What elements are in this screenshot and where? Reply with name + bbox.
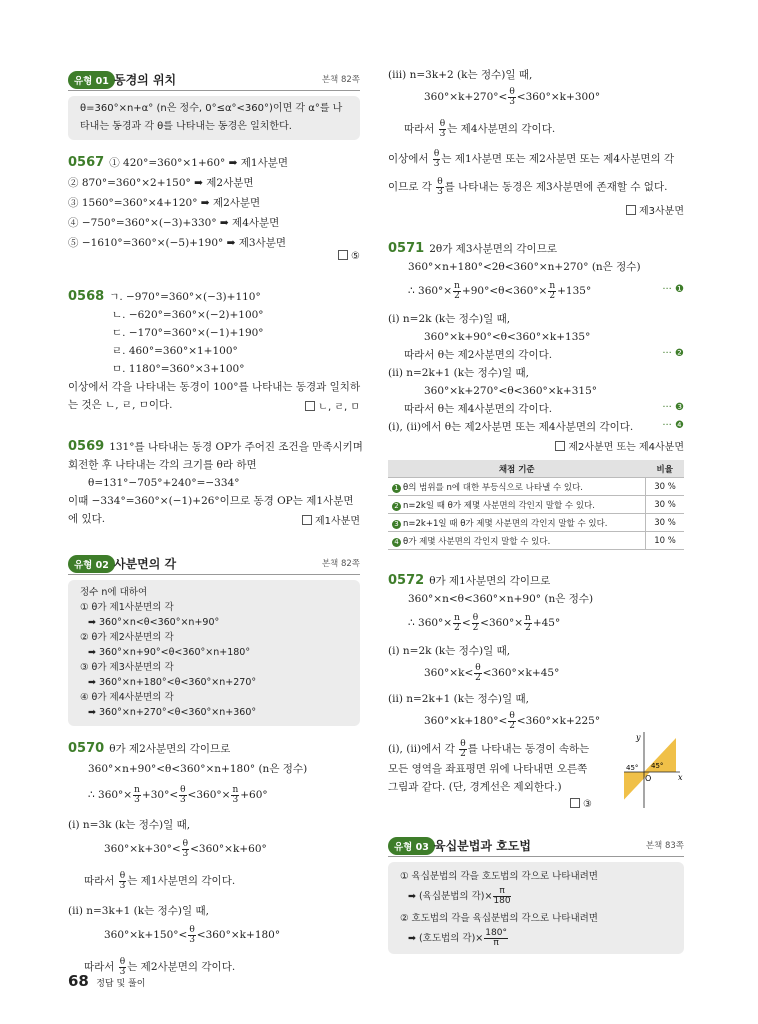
concept-line: ④ θ가 제4사분면의 각 <box>80 692 174 703</box>
answer-icon <box>302 515 312 525</box>
solution-line: (ⅰ), (ⅱ)에서 각 $\frac{\theta}{2}$ 를 나타내는 동경이 속하는 <box>388 738 590 759</box>
solution-line: ∴ 360°× $\frac{n}{3}$ +30°< $\frac{\theta}{3}$ <360°× $\frac{n}{3}$ +60° <box>88 784 268 805</box>
concept-line: ➡ 360°×n+180°<θ<360°×n+270° <box>88 677 257 688</box>
answer-icon <box>555 441 565 451</box>
solution-line: 131°를 나타내는 동경 OP가 주어진 조건을 만족시키며 <box>109 441 363 453</box>
table-header: 비율 <box>646 460 685 478</box>
solution-line: (ⅱ) n=3k+1 (k는 정수)일 때, <box>68 905 209 917</box>
table-row: 3 n=2k+1일 때 θ가 제몇 사분면의 각인지 말할 수 있다. 30 % <box>388 514 684 532</box>
answer-text: ⑤ <box>351 251 360 262</box>
solution-line: 360°×k+150°< $\frac{\theta}{3}$ <360°×k+180° <box>104 924 281 945</box>
concept-line: ➡ (육십분법의 각)× $\frac{\pi}{180}$ <box>408 886 511 906</box>
solution-line: 360°×k+270°< $\frac{\theta}{3}$ <360°×k+300° <box>424 86 601 107</box>
score-mark: ··· ❸ <box>662 402 684 413</box>
solution-line: 따라서 $\frac{\theta}{3}$ 는 제2사분면의 각이다. <box>84 956 236 977</box>
score-mark: ··· ❶ <box>662 284 684 295</box>
table-row: 2 n=2k일 때 θ가 제몇 사분면의 각인지 말할 수 있다. 30 % <box>388 496 684 514</box>
solution-line: 360°×n+180°<2θ<360°×n+270° (n은 정수) <box>408 261 641 273</box>
solution-line: 360°×k+30°< $\frac{\theta}{3}$ <360°×k+60° <box>104 838 267 859</box>
type-header-01 <box>68 70 360 91</box>
problem-0568 <box>68 290 261 304</box>
solution-line: ㄴ. −620°=360°×(−2)+100° <box>112 309 264 321</box>
solution-line: θ=131°−705°+240°=−334° <box>88 477 240 489</box>
answer-icon <box>338 250 348 260</box>
type-ref: 본책 83쪽 <box>645 841 684 851</box>
problem-number: 0571 <box>388 241 425 256</box>
solution-line: ∴ 360°× $\frac{n}{2}$ +90°<θ<360°× $\frac{n}{2}$ +135° <box>408 280 592 301</box>
y-label: y <box>636 733 641 742</box>
answer-text: 제1사분면 <box>314 516 360 527</box>
answer-0569 <box>302 512 360 527</box>
concept-line: 타내는 동경과 각 θ를 나타내는 동경은 일치한다. <box>80 121 292 132</box>
concept-line: ③ θ가 제3사분면의 각 <box>80 662 174 673</box>
solution-line: 모든 영역을 좌표평면 위에 나타내면 오른쪽 <box>388 763 588 775</box>
problem-number: 0572 <box>388 573 425 588</box>
solution-line: 따라서 $\frac{\theta}{3}$ 는 제4사분면의 각이다. <box>404 118 556 139</box>
solution-line: ㄷ. −170°=360°×(−1)+190° <box>112 327 264 339</box>
solution-line: 360°×k< $\frac{\theta}{2}$ <360°×k+45° <box>424 662 560 683</box>
type-title: 동경의 위치 <box>114 73 177 87</box>
solution-line: 따라서 θ는 제4사분면의 각이다. <box>404 403 553 415</box>
solution-line: (ⅱ) n=2k+1 (k는 정수)일 때, <box>388 693 529 705</box>
answer-icon <box>626 205 636 215</box>
table-header-row <box>388 460 684 478</box>
page-number: 68 <box>68 972 89 990</box>
solution-line: 360°×n+90°<θ<360°×n+180° (n은 정수) <box>88 763 308 775</box>
solution-line: 따라서 θ는 제2사분면의 각이다. <box>404 349 553 361</box>
angle-label: 45° <box>626 764 639 772</box>
solution-line: θ가 제2사분면의 각이므로 <box>109 743 231 755</box>
solution-line: ⑤ −1610°=360°×(−5)+190° ➡ 제3사분면 <box>68 237 286 249</box>
concept-line: ➡ 360°×n+270°<θ<360°×n+360° <box>88 707 257 718</box>
footer-label: 정답 및 풀이 <box>96 979 146 989</box>
score-mark: ··· ❹ <box>662 420 684 431</box>
solution-line: ㄱ. −970°=360°×(−3)+110° <box>109 291 261 303</box>
solution-line: ㅁ. 1180°=360°×3+100° <box>112 363 245 375</box>
concept-line: ① θ가 제1사분면의 각 <box>80 602 174 613</box>
concept-line: ➡ 360°×n<θ<360°×n+90° <box>88 617 220 628</box>
concept-line: 정수 n에 대하여 <box>80 587 148 598</box>
type-header-03 <box>388 836 684 857</box>
concept-box-03 <box>388 862 684 954</box>
concept-line: ② θ가 제2사분면의 각 <box>80 632 174 643</box>
type-pill: 유형 01 <box>68 71 115 89</box>
solution-line: 는 것은 ㄴ, ㄹ, ㅁ이다. <box>68 399 173 411</box>
answer-0572 <box>570 798 592 810</box>
solution-line: 그림과 같다. (단, 경계선은 제외한다.) <box>388 781 562 793</box>
concept-box-02 <box>68 580 360 726</box>
solution-line: (ⅱ) n=2k+1 (k는 정수)일 때, <box>388 367 529 379</box>
solution-line: (ⅰ) n=2k (k는 정수)일 때, <box>388 645 511 657</box>
solution-line: 에 있다. <box>68 513 106 525</box>
type-title: 사분면의 각 <box>114 557 177 571</box>
type-ref: 본책 82쪽 <box>321 75 360 85</box>
solution-line: 360°×k+270°<θ<360°×k+315° <box>424 385 597 397</box>
concept-line: θ=360°×n+α° (n은 정수, 0°≤α°<360°)이면 각 α°를 나 <box>80 103 343 114</box>
type-header-02 <box>68 554 360 575</box>
page-footer <box>68 972 145 990</box>
solution-line: (ⅲ) n=3k+2 (k는 정수)일 때, <box>388 69 533 81</box>
answer-icon <box>570 798 580 808</box>
problem-number: 0567 <box>68 155 105 170</box>
table-row: 4 θ가 제몇 사분면의 각인지 말할 수 있다. 10 % <box>388 532 684 550</box>
answer-icon <box>305 401 315 411</box>
problem-0569 <box>68 440 363 454</box>
type-pill: 유형 03 <box>388 837 435 855</box>
scoring-table <box>388 460 684 550</box>
answer-0571 <box>555 438 684 453</box>
solution-line: 360°×k+180°< $\frac{\theta}{2}$ <360°×k+225° <box>424 710 601 731</box>
answer-text: 제3사분면 <box>638 206 684 217</box>
solution-line: ① 420°=360°×1+60° ➡ 제1사분면 <box>109 157 289 169</box>
solution-line: (ⅰ) n=2k (k는 정수)일 때, <box>388 313 511 325</box>
solution-line: 이므로 각 $\frac{\theta}{3}$ 를 나타내는 동경은 제3사분면에 존재할 수 없다. <box>388 176 668 197</box>
solution-line: 따라서 $\frac{\theta}{3}$ 는 제1사분면의 각이다. <box>84 870 236 891</box>
answer-0567 <box>338 250 360 262</box>
problem-0570 <box>68 742 230 756</box>
solution-line: 이상에서 각을 나타내는 동경이 100°를 나타내는 동경과 일치하 <box>68 381 361 393</box>
concept-line: ➡ (호도법의 각)× $\frac{180^\circ}{\pi}$ <box>408 928 507 948</box>
x-label: x <box>678 773 683 782</box>
solution-line: 회전한 후 나타내는 각의 크기를 θ라 하면 <box>68 459 257 471</box>
solution-line: (ⅰ), (ⅱ)에서 θ는 제2사분면 또는 제4사분면의 각이다. <box>388 421 634 433</box>
answer-text: ③ <box>583 799 592 810</box>
problem-0572 <box>388 574 550 588</box>
table-row: 1 θ의 범위를 n에 대한 부등식으로 나타낼 수 있다. 30 % <box>388 478 684 496</box>
answer-text: 제2사분면 또는 제4사분면 <box>568 442 684 453</box>
solution-line: ③ 1560°=360°×4+120° ➡ 제2사분면 <box>68 197 261 209</box>
problem-number: 0570 <box>68 741 105 756</box>
quadrant-graph <box>624 730 684 808</box>
solution-line: ∴ 360°× $\frac{n}{2}$ < $\frac{\theta}{2}$ <360°× $\frac{n}{2}$ +45° <box>408 612 561 633</box>
problem-0571 <box>388 242 557 256</box>
solution-line: 2θ가 제3사분면의 각이므로 <box>429 243 557 255</box>
solution-line: 360°×n<θ<360°×n+90° (n은 정수) <box>408 593 594 605</box>
type-ref: 본책 82쪽 <box>321 559 360 569</box>
concept-line: ① 육십분법의 각을 호도법의 각으로 나타내려면 <box>400 871 598 882</box>
score-mark: ··· ❷ <box>662 348 684 359</box>
problem-number: 0568 <box>68 289 105 304</box>
type-title: 육십분법과 호도법 <box>434 839 531 853</box>
solution-line: 이상에서 $\frac{\theta}{3}$ 는 제1사분면 또는 제2사분면 또는 제4사분면의 각 <box>388 148 675 169</box>
problem-0567 <box>68 156 288 170</box>
answer-text: ㄴ, ㄹ, ㅁ <box>318 402 360 413</box>
solution-line: ② 870°=360°×2+150° ➡ 제2사분면 <box>68 177 254 189</box>
solution-line: θ가 제1사분면의 각이므로 <box>429 575 551 587</box>
solution-line: ㄹ. 460°=360°×1+100° <box>112 345 238 357</box>
answer-0570 <box>626 202 684 217</box>
origin-label: O <box>645 774 652 783</box>
angle-label: 45° <box>651 762 664 770</box>
concept-box-01 <box>68 96 360 140</box>
solution-line: ④ −750°=360°×(−3)+330° ➡ 제4사분면 <box>68 217 280 229</box>
answer-0568 <box>305 398 360 413</box>
solution-line: (ⅰ) n=3k (k는 정수)일 때, <box>68 819 191 831</box>
solution-line: 이때 −334°=360°×(−1)+26°이므로 동경 OP는 제1사분면 <box>68 495 354 507</box>
concept-line: ➡ 360°×n+90°<θ<360°×n+180° <box>88 647 251 658</box>
type-pill: 유형 02 <box>68 555 115 573</box>
concept-line: ② 호도법의 각을 육십분법의 각으로 나타내려면 <box>400 913 598 924</box>
problem-number: 0569 <box>68 439 105 454</box>
table-header: 채점 기준 <box>388 460 646 478</box>
solution-line: 360°×k+90°<θ<360°×k+135° <box>424 331 591 343</box>
